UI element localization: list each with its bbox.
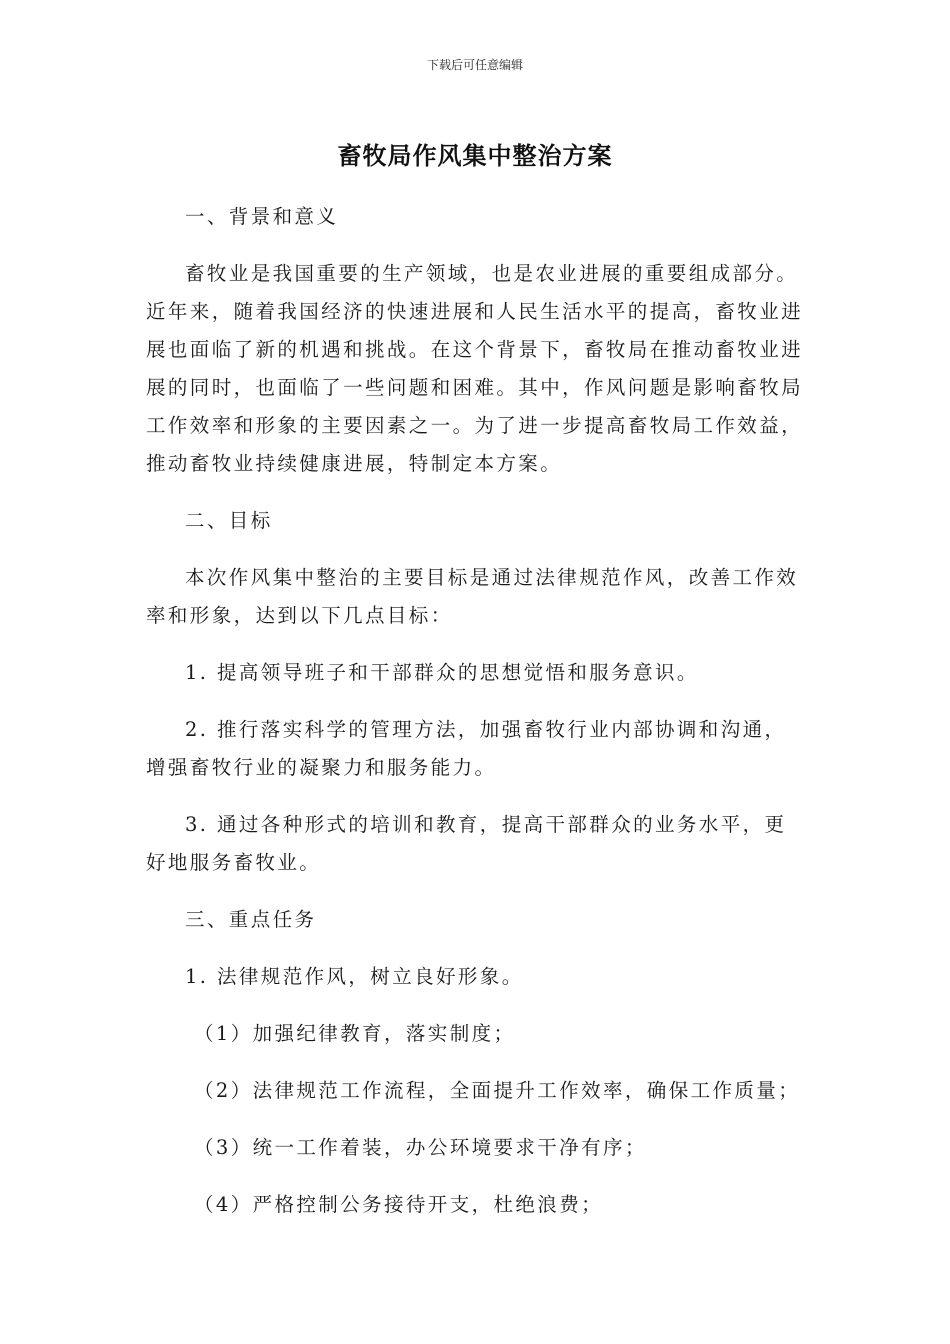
goal-item-1: 1. 提高领导班子和干部群众的思想觉悟和服务意识。 [185, 661, 699, 684]
task-item-1: 1. 法律规范作风，树立良好形象。 [185, 965, 524, 988]
document-title: 畜牧局作风集中整治方案 [337, 142, 613, 170]
task-subitem-3: （3）统一工作着装，办公环境要求干净有序； [194, 1136, 647, 1159]
document-body [146, 198, 806, 1243]
paragraph-background: 畜牧业是我国重要的生产领域，也是农业进展的重要组成部分。近年来，随着我国经济的快速进展和人民生活水平的提高，畜牧业进展也面临了新的机遇和挑战。在这个背景下，畜牧局在推动畜牧业进展的同时，也面临了一些问题和困难。其中，作风问题是影响畜牧局工作效率和形象的主要因素之一。为了进一步提高畜牧局工作效益，推动畜牧业持续健康进展，特制定本方案。 [146, 262, 804, 475]
section-heading-background: 一、背景和意义 [185, 205, 339, 228]
goal-item-2: 2. 推行落实科学的管理方法，加强畜牧行业内部协调和沟通，增强畜牧行业的凝聚力和服务能力。 [146, 718, 787, 779]
goal-item-3: 3. 通过各种形式的培训和教育，提高干部群众的业务水平，更好地服务畜牧业。 [146, 813, 787, 874]
section-heading-tasks: 三、重点任务 [185, 908, 317, 931]
task-subitem-1: （1）加强纪律教育，落实制度； [194, 1022, 516, 1045]
paragraph-goals-intro: 本次作风集中整治的主要目标是通过法律规范作风，改善工作效率和形象，达到以下几点目标： [146, 566, 799, 627]
header-note: 下载后可任意编辑 [426, 58, 523, 72]
task-subitem-2: （2）法律规范工作流程，全面提升工作效率，确保工作质量； [194, 1079, 801, 1102]
task-subitem-4: （4）严格控制公务接待开支，杜绝浪费； [194, 1193, 604, 1216]
section-heading-goals: 二、目标 [185, 509, 273, 532]
